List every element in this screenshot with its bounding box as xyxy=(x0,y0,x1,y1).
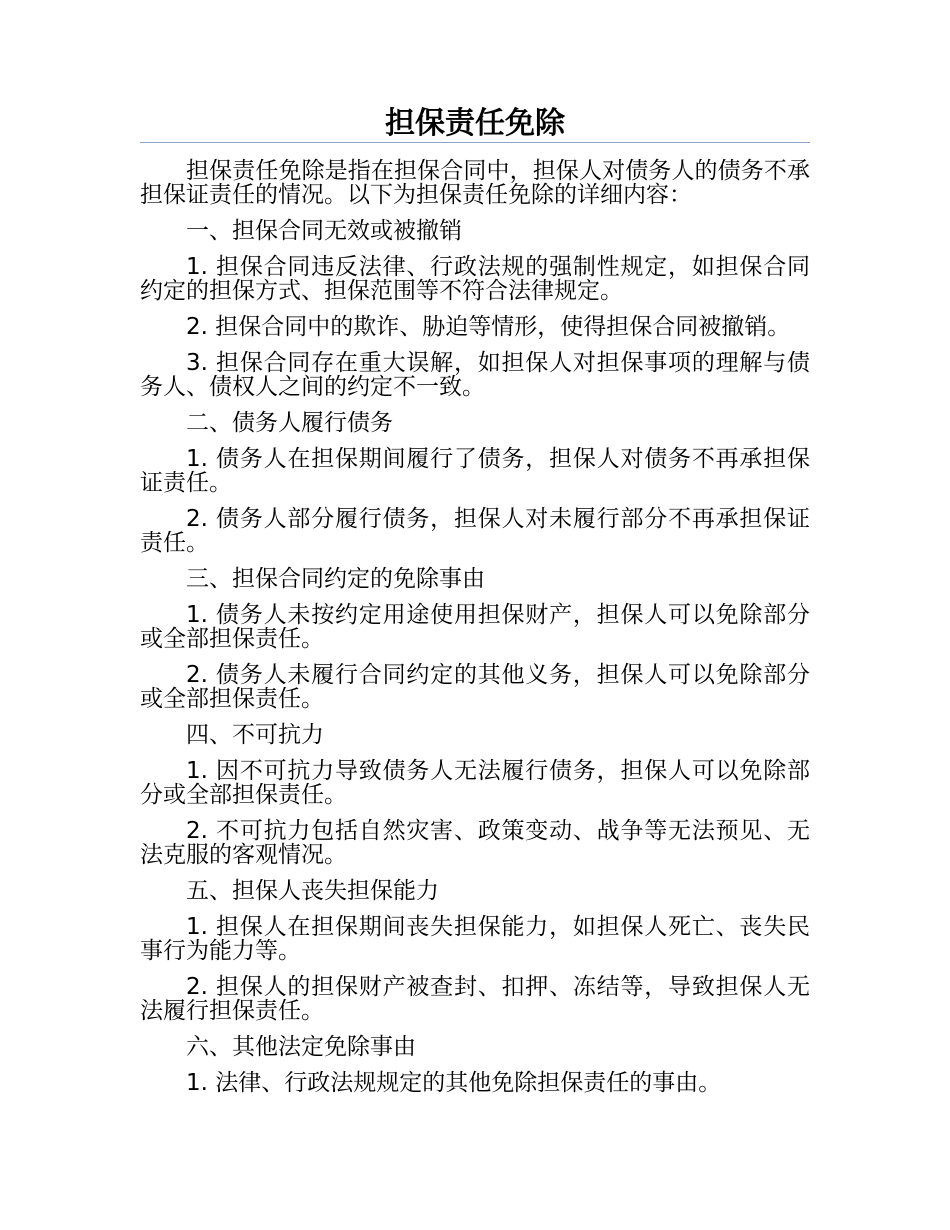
section-1-item-1: 1. 担保合同违反法律、行政法规的强制性规定，如担保合同约定的担保方式、担保范围等不符合法律规定。 xyxy=(140,254,810,304)
section-heading-1: 一、担保合同无效或被撤销 xyxy=(186,218,462,244)
section-heading-6: 六、其他法定免除事由 xyxy=(186,1034,416,1060)
section-4-item-2: 2. 不可抗力包括自然灾害、政策变动、战争等无法预见、无法克服的客观情况。 xyxy=(140,818,810,868)
section-heading-4: 四、不可抗力 xyxy=(186,722,324,748)
section-2-item-2: 2. 债务人部分履行债务，担保人对未履行部分不再承担保证责任。 xyxy=(140,506,810,556)
section-5-item-1: 1. 担保人在担保期间丧失担保能力，如担保人死亡、丧失民事行为能力等。 xyxy=(140,914,810,964)
section-heading-3: 三、担保合同约定的免除事由 xyxy=(186,566,485,592)
document-body xyxy=(140,159,810,1095)
intro-paragraph: 担保责任免除是指在担保合同中，担保人对债务人的债务不承担保证责任的情况。以下为担保责任免除的详细内容： xyxy=(140,158,810,208)
section-3-item-1: 1. 债务人未按约定用途使用担保财产，担保人可以免除部分或全部担保责任。 xyxy=(140,602,810,652)
section-heading-5: 五、担保人丧失担保能力 xyxy=(186,878,439,904)
section-1-item-3: 3. 担保合同存在重大误解，如担保人对担保事项的理解与债务人、债权人之间的约定不一致。 xyxy=(140,350,810,400)
document-title: 担保责任免除 xyxy=(385,106,565,141)
section-5-item-2: 2. 担保人的担保财产被查封、扣押、冻结等，导致担保人无法履行担保责任。 xyxy=(140,974,810,1024)
section-1-item-2: 2. 担保合同中的欺诈、胁迫等情形，使得担保合同被撤销。 xyxy=(186,314,791,340)
section-heading-2: 二、债务人履行债务 xyxy=(186,410,393,436)
section-4-item-1: 1. 因不可抗力导致债务人无法履行债务，担保人可以免除部分或全部担保责任。 xyxy=(140,758,810,808)
section-3-item-2: 2. 债务人未履行合同约定的其他义务，担保人可以免除部分或全部担保责任。 xyxy=(140,662,810,712)
title-block xyxy=(140,100,810,143)
document-page xyxy=(140,100,810,1107)
section-2-item-1: 1. 债务人在担保期间履行了债务，担保人对债务不再承担保证责任。 xyxy=(140,446,810,496)
section-6-item-1: 1. 法律、行政法规规定的其他免除担保责任的事由。 xyxy=(186,1070,722,1096)
